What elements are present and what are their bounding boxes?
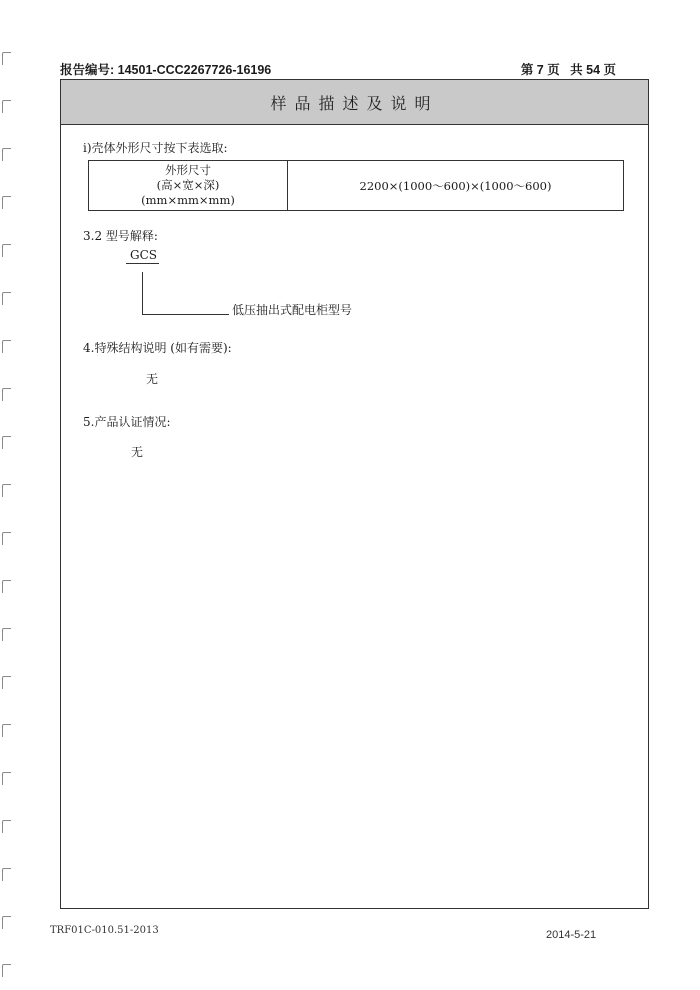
binding-mark: [2, 340, 11, 353]
leader-line: [142, 272, 229, 315]
report-number-value: 14501-CCC2267726-16196: [117, 63, 272, 77]
section-5-label: 5.产品认证情况:: [83, 415, 171, 429]
binding-mark: [2, 292, 11, 305]
binding-mark: [2, 628, 11, 641]
model-code: GCS: [130, 248, 157, 262]
report-number-label: 报告编号:: [60, 63, 115, 77]
dimension-header-line: (mm×mm×mm): [141, 193, 235, 207]
binding-mark: [2, 436, 11, 449]
section-i-label: i)壳体外形尺寸按下表选取:: [83, 141, 228, 155]
model-code-meaning: 低压抽出式配电柜型号: [232, 303, 353, 317]
dimension-value-cell: 2200×(1000～600)×(1000～600): [359, 178, 552, 193]
binding-mark: [2, 532, 11, 545]
dimension-header-line: 外形尺寸: [165, 163, 211, 177]
binding-mark: [2, 868, 11, 881]
binding-mark: [2, 772, 11, 785]
binding-mark: [2, 916, 11, 929]
binding-mark: [2, 580, 11, 593]
model-code-underline: [126, 263, 159, 264]
binding-edge: [0, 0, 14, 990]
section-4-label: 4.特殊结构说明 (如有需要):: [83, 341, 232, 355]
report-number: [60, 60, 271, 78]
section-3-2-label: 3.2 型号解释:: [83, 229, 158, 243]
footer-date: 2014-5-21: [546, 929, 597, 941]
binding-mark: [2, 244, 11, 257]
page-info: 第 7 页 共 54 页: [520, 63, 616, 77]
dimension-header-cell: [89, 161, 288, 210]
page-header: [60, 60, 650, 80]
page-title: 样品描述及说明: [61, 80, 648, 125]
binding-mark: [2, 724, 11, 737]
binding-mark: [2, 484, 11, 497]
binding-mark: [2, 388, 11, 401]
section-5-value: 无: [131, 445, 144, 459]
section-4-value: 无: [146, 372, 159, 386]
binding-mark: [2, 100, 11, 113]
binding-mark: [2, 196, 11, 209]
binding-mark: [2, 676, 11, 689]
dimension-table: [88, 160, 624, 211]
binding-mark: [2, 148, 11, 161]
binding-mark: [2, 52, 11, 65]
form-code: TRF01C-010.51-2013: [50, 925, 159, 936]
binding-mark: [2, 964, 11, 977]
dimension-header-line: (高×宽×深): [156, 178, 220, 192]
binding-mark: [2, 820, 11, 833]
